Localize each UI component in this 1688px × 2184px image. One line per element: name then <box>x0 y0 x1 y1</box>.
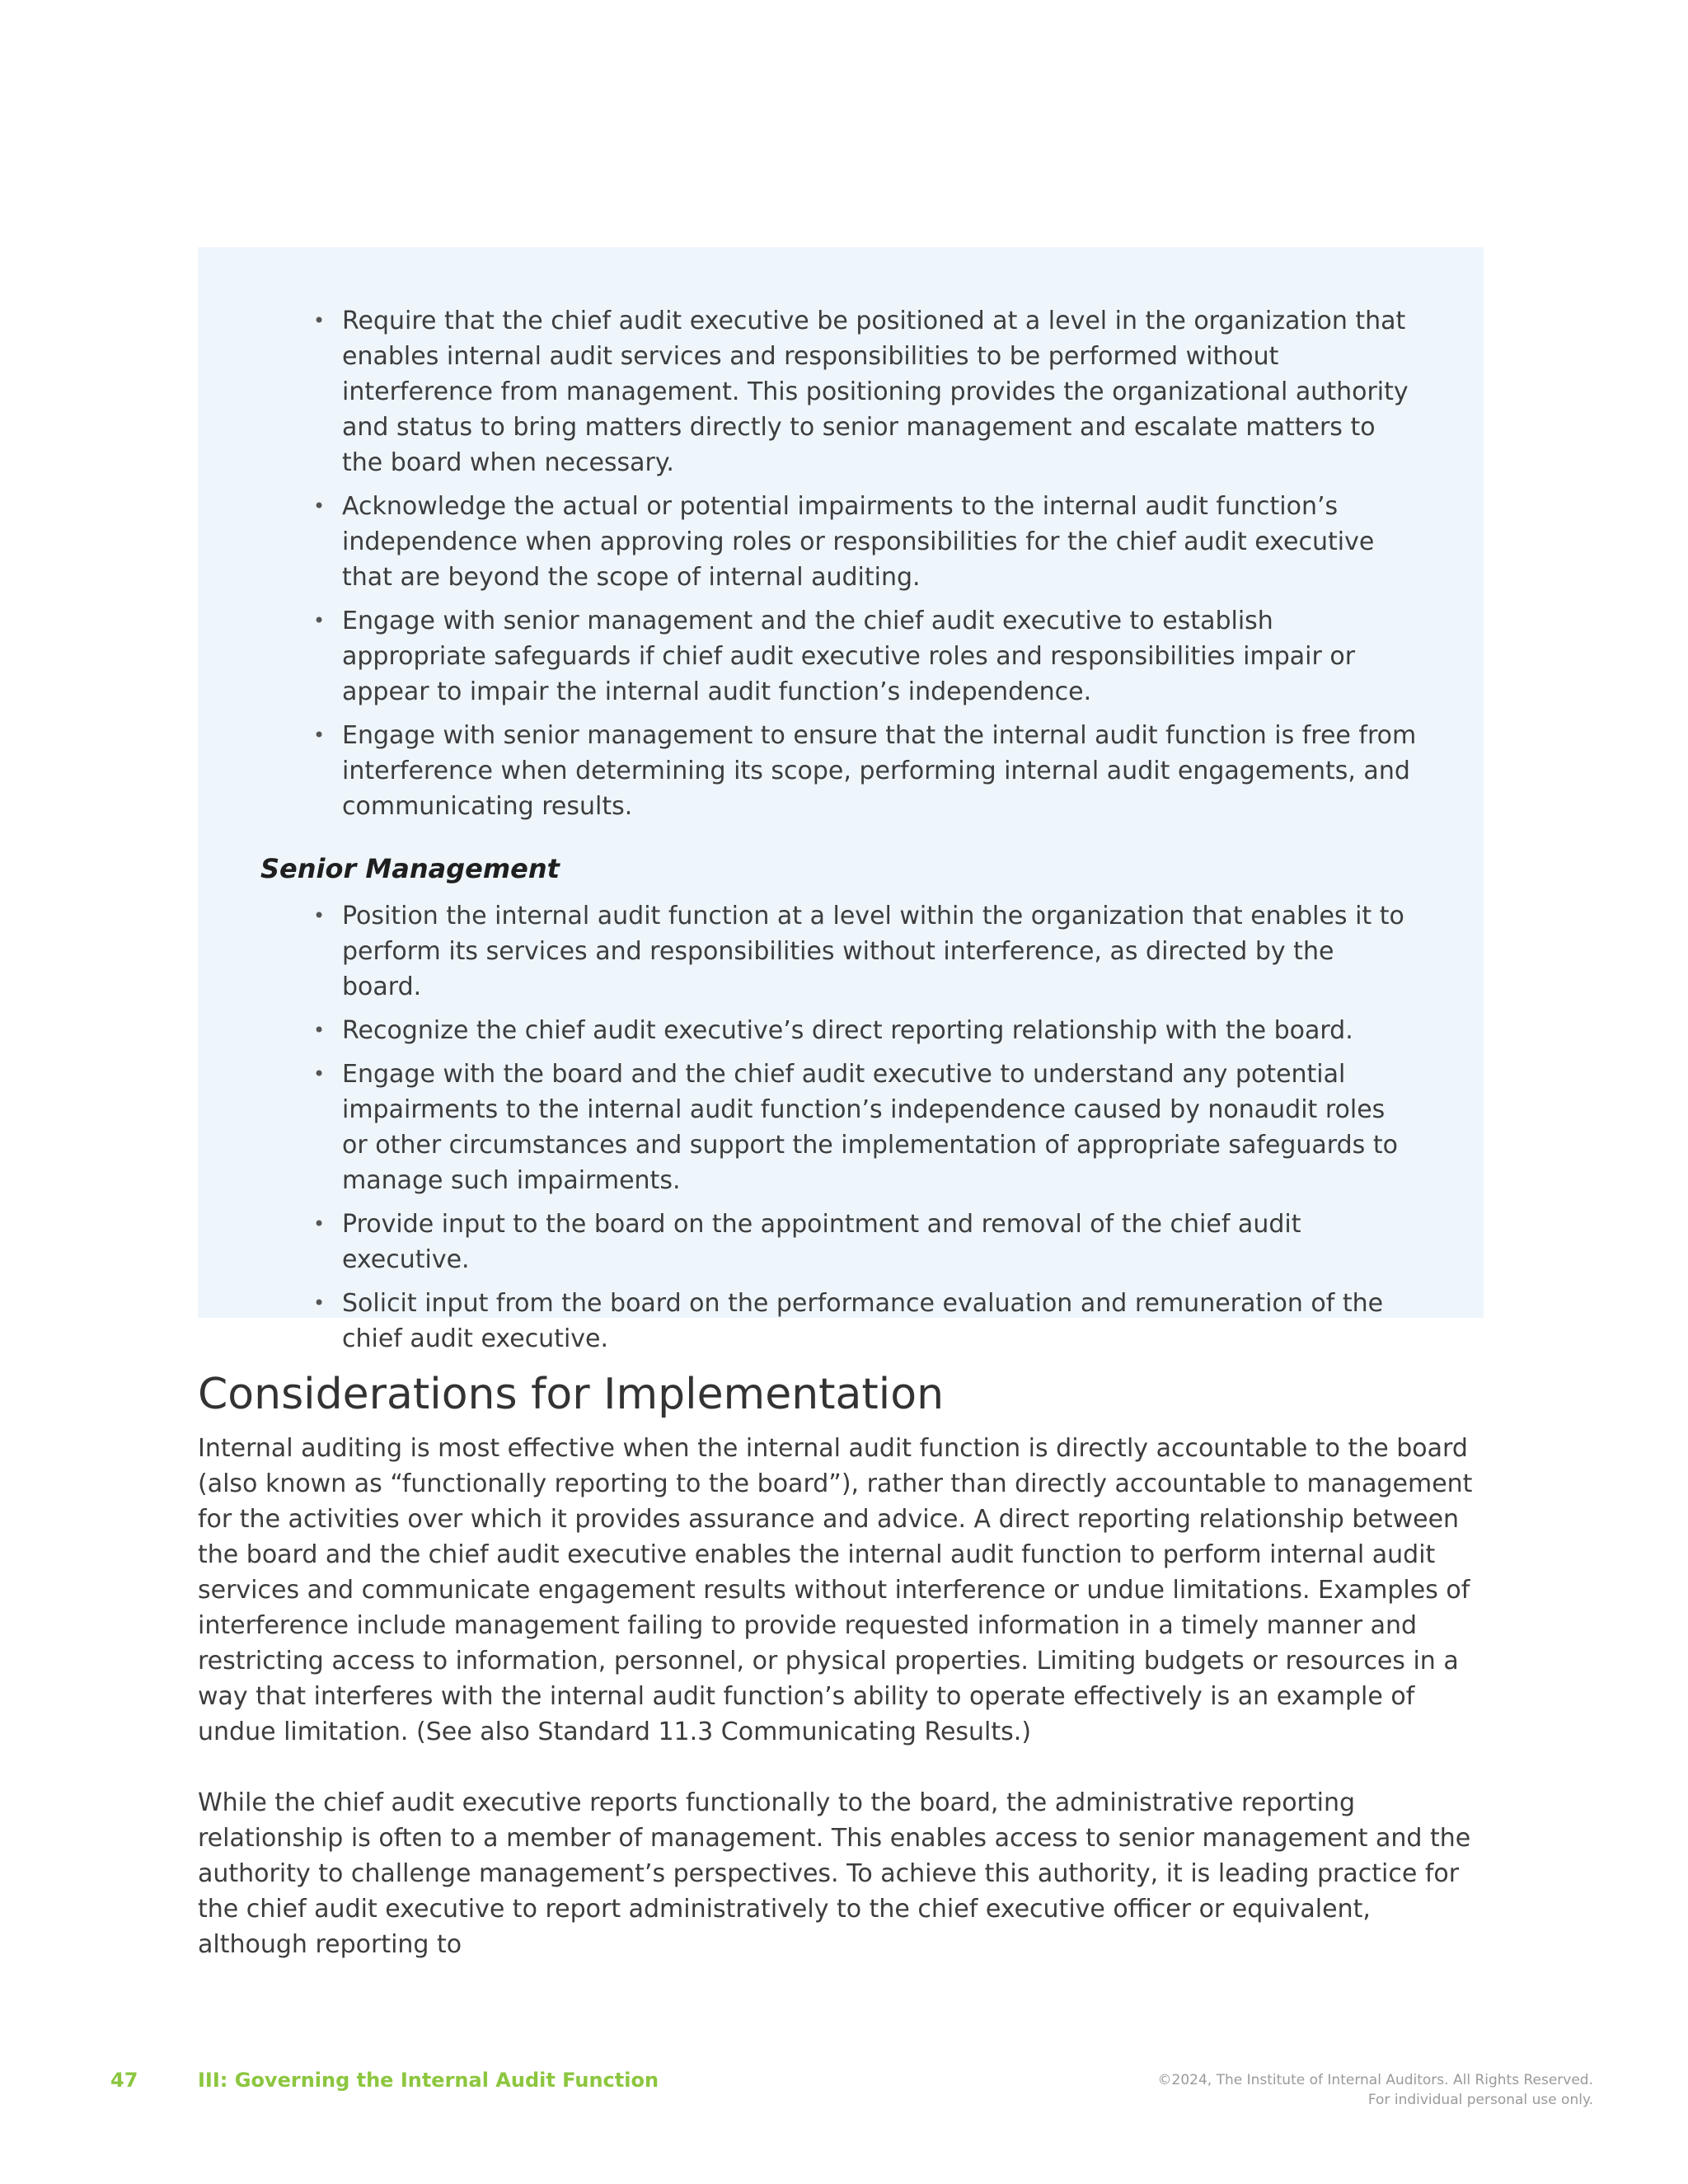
body-paragraph: Internal auditing is most effective when the internal audit function is directly accountable to the board (also known as “functionally reporting to the board”), rather than directly accountable to management for the activities over which it provides assurance and advice. A direct reporting relationship between the board and the chief audit executive enables the internal audit function to perform internal audit services and communicate engagement results without interference or undue limitations. Examples of interference include management failing to provide requested information in a timely manner and restricting access to information, personnel, or physical properties. Limiting budgets or resources in a way that interferes with the internal audit function’s ability to operate effectively is an example of undue limitation. (See also Standard 11.3 Communicating Results.) <box>198 1434 1473 1746</box>
list-item-text: Recognize the chief audit executive’s direct reporting relationship with the board. <box>342 1016 1353 1045</box>
list-item <box>313 303 1418 480</box>
board-bullet-list <box>260 303 1418 824</box>
list-item <box>313 489 1418 595</box>
senior-management-heading: Senior Management <box>260 853 560 884</box>
bullet-icon: • <box>313 309 326 332</box>
bullet-icon: • <box>313 609 326 632</box>
page-footer <box>0 2060 1688 2126</box>
body-paragraph: While the chief audit executive reports functionally to the board, the administrative reporting relationship is often to a member of management. This enables access to senior management and the authority to challenge management’s perspectives. To achieve this authority, it is leading practice for the chief audit executive to report administratively to the chief executive officer or equivalent, although reporting to <box>198 1788 1471 1959</box>
list-item-text: Require that the chief audit executive be positioned at a level in the organization that enables internal audit services and responsibilities to be performed without interference from management. This positioning provides the organizational authority and status to bring matters directly to senior management and escalate matters to the board when necessary. <box>342 307 1409 477</box>
list-item <box>313 1207 1418 1277</box>
bullet-icon: • <box>313 1062 326 1085</box>
usage-note: For individual personal use only. <box>1367 2092 1593 2108</box>
section-title: Considerations for Implementation <box>198 1370 945 1419</box>
list-item-text: Acknowledge the actual or potential impairments to the internal audit function’s independence when approving roles or responsibilities for the chief audit executive that are beyond the scope of internal auditing. <box>342 492 1375 592</box>
footer-section-name: III: Governing the Internal Audit Function <box>198 2069 659 2092</box>
list-item <box>313 1013 1418 1048</box>
bullet-icon: • <box>313 1212 326 1235</box>
copyright-line: ©2024, The Institute of Internal Auditors. All Rights Reserved. <box>1157 2072 1593 2088</box>
list-item <box>313 898 1418 1005</box>
list-item <box>313 603 1418 710</box>
list-item-text: Provide input to the board on the appointment and removal of the chief audit executive. <box>342 1210 1301 1274</box>
list-item-text: Position the internal audit function at a level within the organization that enables it to perform its services and responsibilities without interference, as directed by the board. <box>342 902 1404 1001</box>
list-item <box>313 1057 1418 1198</box>
bullet-icon: • <box>313 1019 326 1042</box>
senior-management-bullet-list <box>260 898 1418 1357</box>
callout-box <box>198 247 1484 1353</box>
list-item-text: Engage with senior management to ensure that the internal audit function is free from interference when determining its scope, performing internal audit engagements, and communicating results. <box>342 721 1417 821</box>
page-number: 47 <box>110 2069 138 2092</box>
copyright-notice <box>1158 2070 1593 2110</box>
bullet-icon: • <box>313 1291 326 1315</box>
list-item-text: Solicit input from the board on the performance evaluation and remuneration of the chief audit executive. <box>342 1289 1384 1353</box>
bullet-icon: • <box>313 494 326 518</box>
section-body <box>198 1431 1484 1998</box>
list-item <box>313 1286 1418 1357</box>
list-item-text: Engage with senior management and the chief audit executive to establish appropriate safeguards if chief audit executive roles and responsibilities impair or appear to impair the internal audit function’s independence. <box>342 607 1356 706</box>
list-item-text: Engage with the board and the chief audit executive to understand any potential impairments to the internal audit function’s independence caused by nonaudit roles or other circumstances and support the implementation of appropriate safeguards to manage such impairments. <box>342 1060 1398 1195</box>
bullet-icon: • <box>313 724 326 747</box>
list-item <box>313 718 1418 824</box>
bullet-icon: • <box>313 904 326 927</box>
